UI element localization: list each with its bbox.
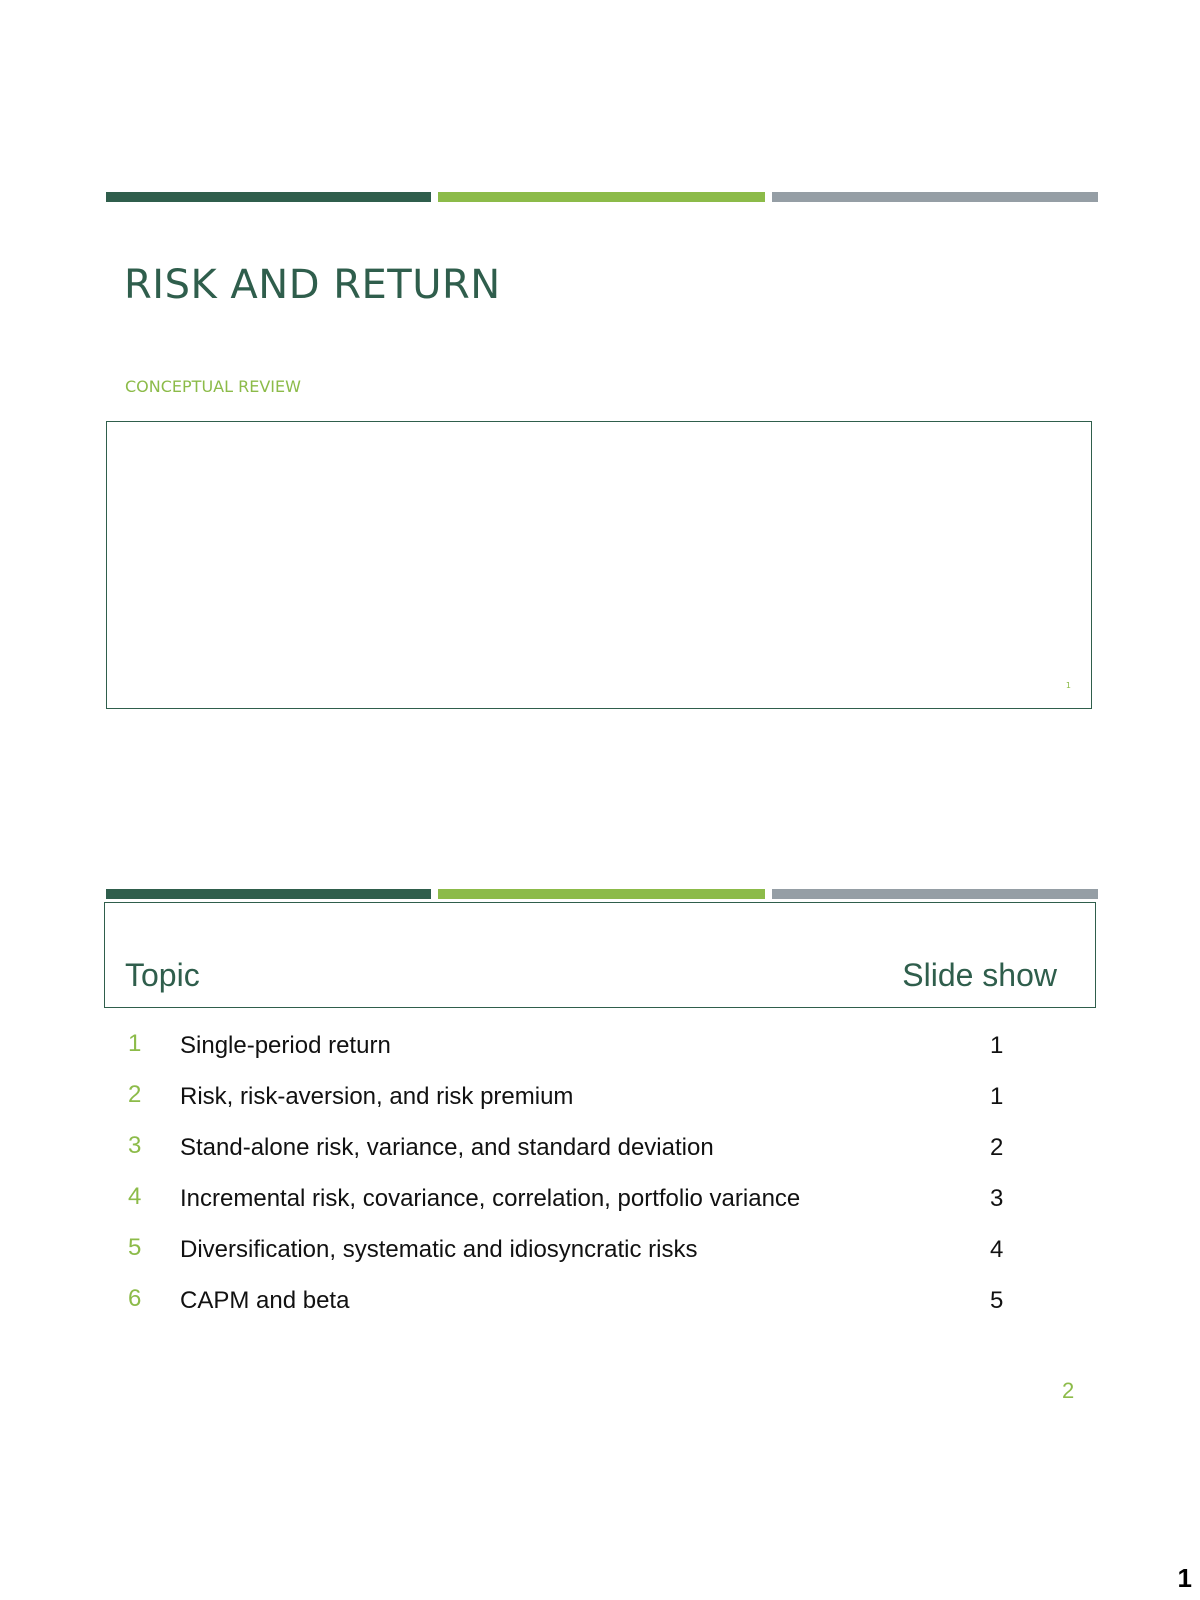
row-topic: Diversification, systematic and idiosyncratic risks (180, 1236, 698, 1263)
table-row (0, 1030, 1200, 1074)
accent-bar-dark (106, 192, 431, 202)
slide1-content-frame (106, 421, 1092, 709)
accent-bar-gray-2 (772, 889, 1098, 899)
header-slide-show: Slide show (902, 957, 1057, 993)
row-slide: 3 (990, 1185, 1004, 1212)
row-number: 5 (128, 1234, 142, 1261)
row-topic: Risk, risk-aversion, and risk premium (180, 1083, 574, 1110)
row-topic: Stand-alone risk, variance, and standard deviation (180, 1134, 714, 1161)
slide2-number: 2 (1062, 1378, 1075, 1403)
slide1-number: 1 (1065, 681, 1071, 690)
row-number: 1 (128, 1030, 142, 1057)
accent-bar-green-2 (438, 889, 765, 899)
table-header-frame (104, 902, 1096, 1008)
row-topic: Single-period return (180, 1032, 391, 1059)
page-number: 1 (1177, 1563, 1192, 1593)
row-topic: Incremental risk, covariance, correlation, portfolio variance (180, 1185, 801, 1212)
table-row (0, 1183, 1200, 1227)
table-row (0, 1234, 1200, 1278)
table-row (0, 1285, 1200, 1329)
row-slide: 1 (990, 1083, 1004, 1110)
row-number: 6 (128, 1285, 142, 1312)
accent-bar-gray (772, 192, 1098, 202)
row-slide: 4 (990, 1236, 1004, 1263)
table-row (0, 1132, 1200, 1176)
row-slide: 2 (990, 1134, 1004, 1161)
slide-subtitle: CONCEPTUAL REVIEW (125, 377, 301, 396)
row-number: 3 (128, 1132, 142, 1159)
accent-bar-dark-2 (106, 889, 431, 899)
accent-bar-green (438, 192, 765, 202)
row-topic: CAPM and beta (180, 1287, 350, 1314)
slide-title: RISK AND RETURN (124, 262, 501, 308)
row-number: 4 (128, 1183, 142, 1210)
row-slide: 1 (990, 1032, 1004, 1059)
row-number: 2 (128, 1081, 142, 1108)
table-row (0, 1081, 1200, 1125)
header-topic: Topic (125, 957, 200, 993)
row-slide: 5 (990, 1287, 1004, 1314)
